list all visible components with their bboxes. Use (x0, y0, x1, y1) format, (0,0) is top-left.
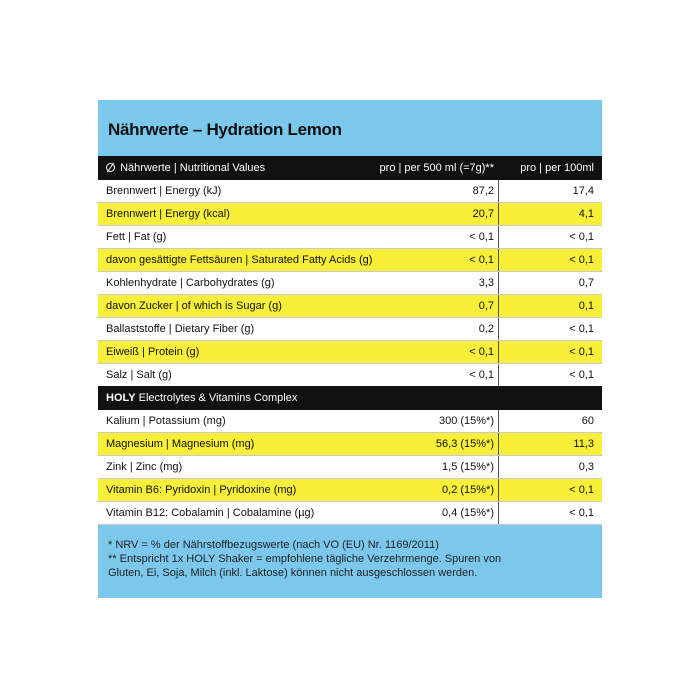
nutrition-card (98, 100, 602, 598)
column-divider (498, 410, 499, 432)
row-value-per-serving: 0,2 (478, 323, 494, 335)
row-label: Zink | Zinc (mg) (106, 461, 183, 473)
column-divider (498, 364, 499, 386)
row-value-per-100ml: 60 (581, 415, 594, 427)
row-value-per-100ml: < 0,1 (569, 323, 594, 335)
column-divider (498, 272, 499, 294)
section-title: Electrolytes & Vitamins Complex (135, 392, 298, 404)
row-value-per-serving: 56,3 (15%*) (435, 438, 494, 450)
row-label: Vitamin B12: Cobalamin | Cobalamine (µg) (106, 507, 315, 519)
table-row (98, 249, 602, 272)
column-divider (498, 249, 499, 271)
brand-name: HOLY (106, 392, 136, 404)
column-divider (498, 433, 499, 455)
row-value-per-100ml: < 0,1 (569, 484, 594, 496)
column-divider (498, 341, 499, 363)
table-row (98, 203, 602, 226)
row-value-per-serving: 0,7 (478, 300, 494, 312)
table-row (98, 479, 602, 502)
row-value-per-serving: 0,2 (15%*) (442, 484, 494, 496)
header-col-per-serving: pro | per 500 ml (=7g)** (379, 162, 494, 174)
row-value-per-serving: 300 (15%*) (438, 415, 494, 427)
row-label: Fett | Fat (g) (106, 231, 167, 243)
table-row (98, 410, 602, 433)
section-header (98, 386, 602, 410)
row-value-per-serving: 0,4 (15%*) (442, 507, 494, 519)
footnote-line: Gluten, Ei, Soja, Milch (inkl. Laktose) können nicht ausgeschlossen werden. (108, 567, 478, 579)
column-divider (498, 479, 499, 501)
footnote-line: ** Entspricht 1x HOLY Shaker = empfohlene tägliche Verzehrmenge. Spuren von (108, 553, 502, 565)
row-label: Ballaststoffe | Dietary Fiber (g) (106, 323, 255, 335)
footnote-line: * NRV = % der Nährstoffbezugswerte (nach VO (EU) Nr. 1169/2011) (108, 539, 439, 551)
table-header (98, 156, 602, 180)
row-label: Vitamin B6: Pyridoxin | Pyridoxine (mg) (106, 484, 297, 496)
row-value-per-serving: 3,3 (478, 277, 494, 289)
row-label: Magnesium | Magnesium (mg) (106, 438, 255, 450)
row-value-per-100ml: 11,3 (573, 438, 594, 450)
row-value-per-serving: 20,7 (472, 208, 494, 220)
footnotes (108, 538, 598, 580)
row-label: Brennwert | Energy (kJ) (106, 185, 222, 197)
row-value-per-100ml: 0,7 (578, 277, 594, 289)
row-label: davon Zucker | of which is Sugar (g) (106, 300, 282, 312)
row-value-per-serving: < 0,1 (469, 231, 494, 243)
row-label: Eiweiß | Protein (g) (106, 346, 200, 358)
table-row (98, 433, 602, 456)
row-value-per-serving: < 0,1 (469, 369, 494, 381)
header-col-per-100ml: pro | per 100ml (520, 162, 594, 174)
row-label: Brennwert | Energy (kcal) (106, 208, 230, 220)
column-divider (498, 502, 499, 524)
row-value-per-serving: 87,2 (472, 185, 494, 197)
row-value-per-100ml: < 0,1 (569, 254, 594, 266)
table-row (98, 364, 602, 387)
column-divider (498, 456, 499, 478)
row-value-per-100ml: < 0,1 (569, 346, 594, 358)
table-row (98, 502, 602, 525)
row-value-per-100ml: < 0,1 (569, 369, 594, 381)
table-row (98, 226, 602, 249)
row-value-per-100ml: 0,1 (578, 300, 594, 312)
row-label: Kalium | Potassium (mg) (106, 415, 226, 427)
table-row (98, 318, 602, 341)
row-label: davon gesättigte Fettsäuren | Saturated Fatty Acids (g) (106, 254, 373, 266)
row-value-per-serving: < 0,1 (469, 346, 494, 358)
column-divider (498, 226, 499, 248)
column-divider (498, 295, 499, 317)
table-row (98, 456, 602, 479)
table-row (98, 295, 602, 318)
row-label: Salz | Salt (g) (106, 369, 172, 381)
header-col-nutrients: Nährwerte | Nutritional Values (106, 156, 265, 180)
row-value-per-100ml: < 0,1 (569, 507, 594, 519)
column-divider (498, 180, 499, 202)
row-value-per-100ml: 17,4 (572, 185, 594, 197)
row-value-per-serving: 1,5 (15%*) (442, 461, 494, 473)
row-value-per-100ml: < 0,1 (569, 231, 594, 243)
row-value-per-100ml: 4,1 (578, 208, 594, 220)
row-label: Kohlenhydrate | Carbohydrates (g) (106, 277, 275, 289)
row-value-per-100ml: 0,3 (578, 461, 594, 473)
column-divider (498, 318, 499, 340)
table-title: Nährwerte – Hydration Lemon (108, 120, 342, 139)
table-row (98, 180, 602, 203)
column-divider (498, 203, 499, 225)
table-row (98, 272, 602, 295)
row-value-per-serving: < 0,1 (469, 254, 494, 266)
table-row (98, 341, 602, 364)
null-symbol-icon (106, 163, 115, 172)
